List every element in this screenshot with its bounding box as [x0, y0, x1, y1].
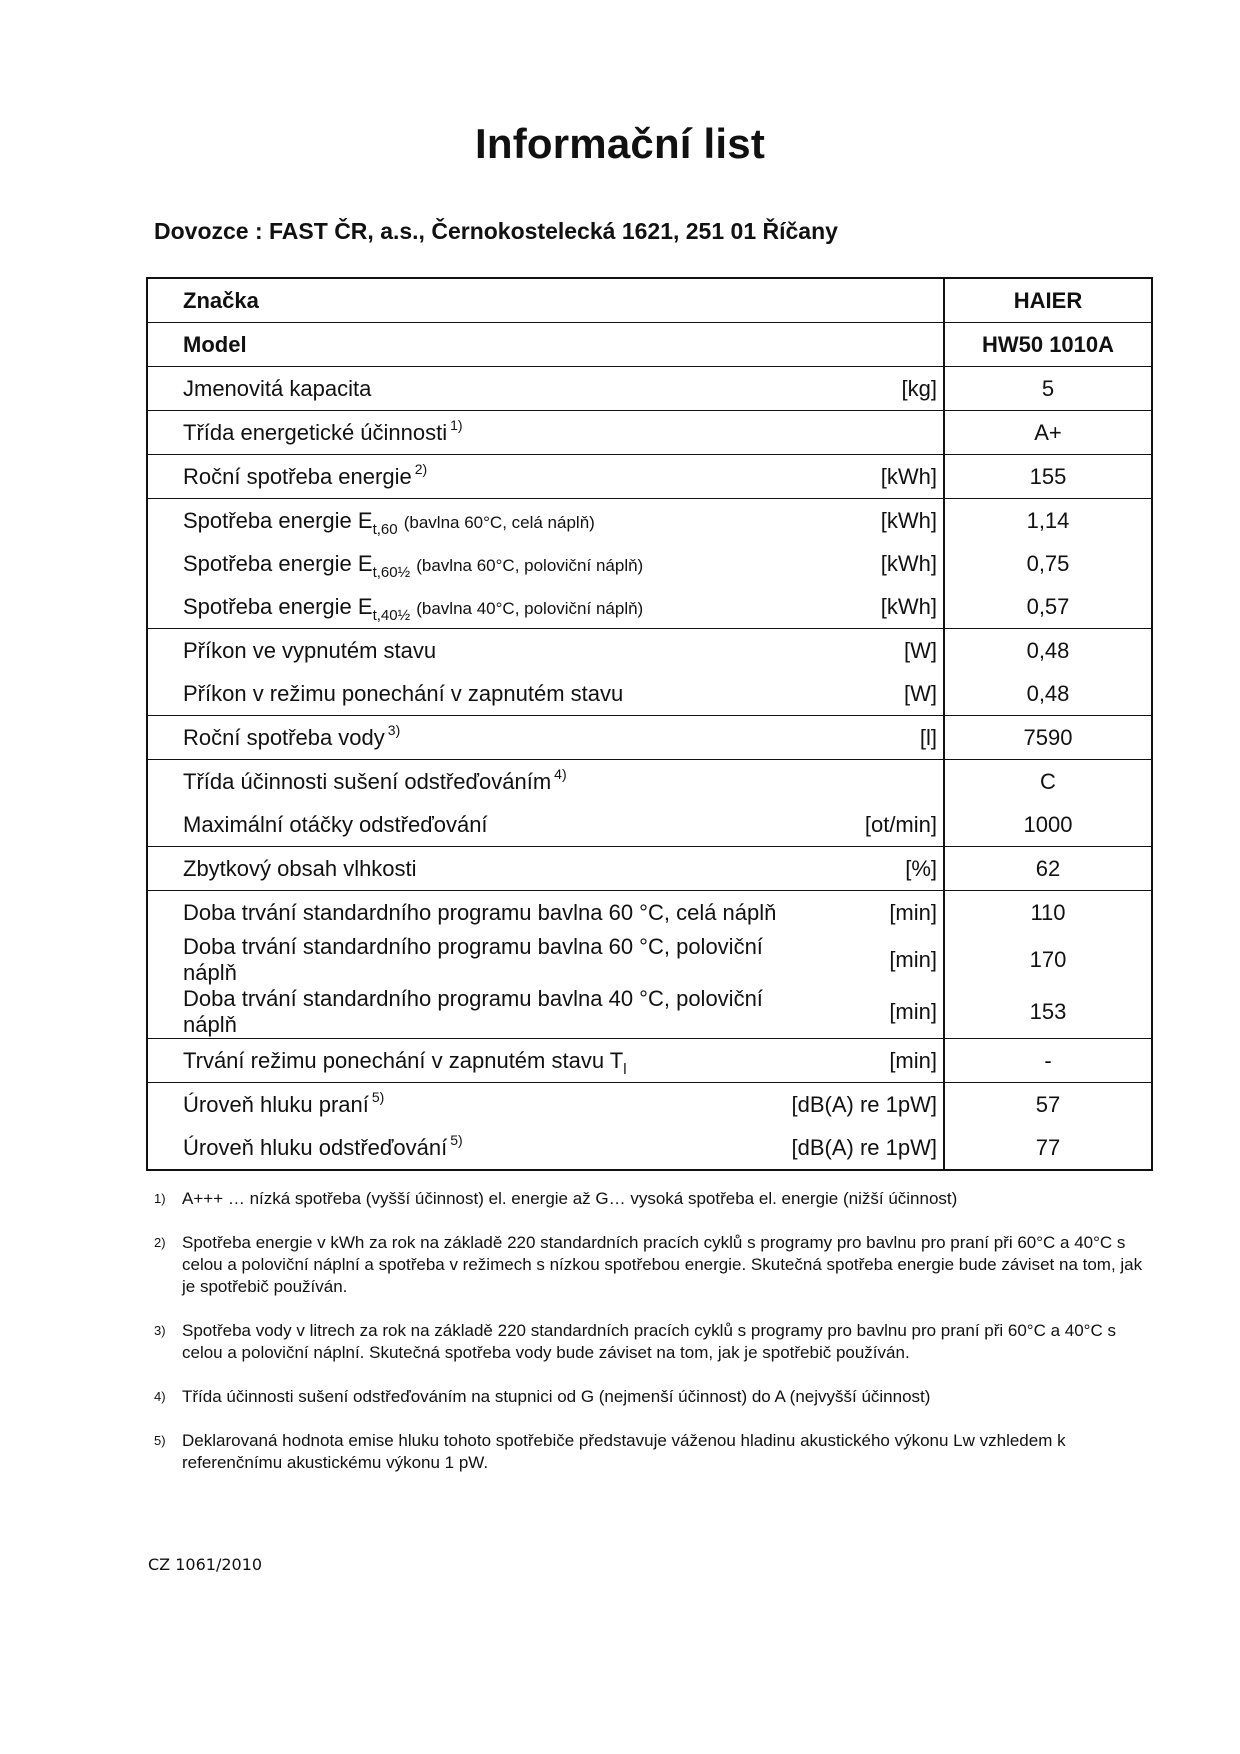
row-value: 0,57 — [944, 585, 1152, 629]
row-unit — [792, 411, 944, 455]
row-subscript: t,40½ — [372, 606, 411, 624]
footnote-text: Deklarovaná hodnota emise hluku tohoto spotřebiče představuje váženou hladinu akustického výkonu Lw vzhledem k referenčnímu akustickému výkonu 1 pW. — [182, 1431, 1066, 1472]
row-value: 0,48 — [944, 672, 1152, 716]
footnote-text: A+++ … nízká spotřeba (vyšší účinnost) el. energie až G… vysoká spotřeba el. energie (nižší účinnost) — [182, 1189, 958, 1208]
row-label-cell — [147, 542, 792, 585]
row-label: Spotřeba energie E — [183, 550, 373, 576]
row-label-cell — [147, 455, 792, 499]
row-value: 77 — [944, 1126, 1152, 1170]
footnote-number: 2) — [154, 1235, 166, 1250]
row-value: 0,75 — [944, 542, 1152, 585]
table-row — [147, 542, 1152, 585]
row-unit: [dB(A) re 1pW] — [792, 1083, 944, 1127]
row-value: 170 — [944, 934, 1152, 986]
row-value: 1,14 — [944, 499, 1152, 543]
row-value: - — [944, 1039, 1152, 1083]
row-label-cell — [147, 499, 792, 543]
row-unit: [kg] — [792, 367, 944, 411]
footnote — [154, 1320, 1144, 1364]
row-label: Roční spotřeba vody — [183, 724, 385, 750]
table-row — [147, 585, 1152, 629]
row-label: Maximální otáčky odstřeďování — [183, 811, 488, 837]
row-note: (bavlna 60°C, poloviční náplň) — [416, 555, 644, 575]
row-unit: [kWh] — [792, 455, 944, 499]
footnote-number: 4) — [154, 1389, 166, 1404]
row-unit: [kWh] — [880, 550, 937, 576]
table-row — [147, 367, 1152, 411]
row-value: 1000 — [944, 803, 1152, 847]
table-row — [147, 278, 1152, 323]
footnote-text: Třída účinnosti sušení odstřeďováním na stupnici od G (nejmenší účinnost) do A (nejvyšší účinnost) — [182, 1387, 931, 1406]
footnote — [154, 1386, 1144, 1408]
row-label: Doba trvání standardního programu bavlna 60 °C, poloviční náplň — [183, 934, 763, 985]
row-subscript: l — [623, 1060, 627, 1078]
table-row — [147, 1126, 1152, 1170]
row-label-cell — [147, 716, 792, 760]
row-value: HAIER — [944, 278, 1152, 323]
row-label: Trvání režimu ponechání v zapnutém stavu T — [183, 1047, 624, 1073]
footnote-ref: 4) — [554, 765, 567, 782]
footnote-ref: 1) — [450, 416, 463, 433]
footnote-ref: 2) — [414, 460, 428, 477]
row-unit: [min] — [792, 891, 944, 935]
row-label: Spotřeba energie E — [183, 593, 373, 619]
table-row — [147, 803, 1152, 847]
footnotes — [154, 1188, 1144, 1496]
row-label-cell — [147, 1126, 792, 1170]
footnote-ref: 3) — [387, 721, 401, 738]
footnote — [154, 1232, 1144, 1298]
row-unit: [min] — [889, 947, 937, 972]
table-row — [147, 411, 1152, 455]
row-label-cell — [147, 1039, 792, 1083]
page-title: Informační list — [474, 120, 766, 167]
footnote — [154, 1430, 1144, 1474]
row-value: 110 — [944, 891, 1152, 935]
table-row — [147, 891, 1152, 935]
row-label: Jmenovitá kapacita — [147, 367, 792, 411]
row-label: Zbytkový obsah vlhkosti — [147, 847, 792, 891]
row-unit: [ot/min] — [864, 811, 937, 837]
row-subscript: t,60½ — [372, 563, 411, 581]
table-row — [147, 629, 1152, 673]
row-label: Třída účinnosti sušení odstřeďováním — [183, 768, 552, 794]
row-unit — [792, 278, 944, 323]
row-label: Úroveň hluku odstřeďování — [183, 1134, 448, 1160]
footnote-text: Spotřeba vody v litrech za rok na základě 220 standardních pracích cyklů s programy pro bavlnu pro praní při 60°C a 40°C s celou a poloviční náplní. Skutečná spotřeba vody bude záviset na tom, jak je spotřebič používán. — [182, 1321, 1116, 1362]
row-value: 0,48 — [944, 629, 1152, 673]
row-label-cell — [147, 411, 792, 455]
footnote-number: 5) — [154, 1433, 166, 1448]
row-label: Příkon v režimu ponechání v zapnutém stavu — [183, 680, 624, 706]
table-row — [147, 455, 1152, 499]
row-label-cell — [147, 585, 792, 629]
row-label: Roční spotřeba energie — [183, 463, 412, 489]
row-note: (bavlna 60°C, celá náplň) — [403, 512, 595, 532]
row-unit: [min] — [792, 1039, 944, 1083]
row-label: Značka — [183, 287, 259, 313]
table-row — [147, 1083, 1152, 1127]
importer-line: Dovozce : FAST ČR, a.s., Černokostelecká 1621, 251 01 Říčany — [154, 218, 838, 244]
footnote-text: Spotřeba energie v kWh za rok na základě 220 standardních pracích cyklů s programy pro bavlnu pro praní při 60°C a 40°C s celou a poloviční náplní a spotřeba v režimech s nízkou spotřebou energie. Skutečná spotřeba energie bude záviset na tom, jak je spotřebič používán. — [182, 1233, 1143, 1296]
row-value: 57 — [944, 1083, 1152, 1127]
row-label: Model — [147, 323, 792, 367]
row-label: Spotřeba energie E — [183, 507, 373, 533]
spec-table — [146, 277, 1153, 1171]
row-unit: [min] — [889, 999, 937, 1024]
row-unit: [%] — [792, 847, 944, 891]
table-row — [147, 672, 1152, 716]
row-value: 155 — [944, 455, 1152, 499]
row-label: Doba trvání standardního programu bavlna 60 °C, celá náplň — [147, 891, 792, 935]
row-unit: [dB(A) re 1pW] — [791, 1134, 937, 1160]
row-value: 5 — [944, 367, 1152, 411]
row-label: Úroveň hluku praní — [183, 1091, 369, 1117]
table-row — [147, 847, 1152, 891]
table-row — [147, 499, 1152, 543]
row-unit — [792, 760, 944, 804]
footnote — [154, 1188, 1144, 1210]
row-unit: [W] — [792, 629, 944, 673]
row-value: C — [944, 760, 1152, 804]
footnote-number: 3) — [154, 1323, 166, 1338]
row-label-cell — [147, 760, 792, 804]
row-unit — [792, 323, 944, 367]
table-row — [147, 716, 1152, 760]
table-row — [147, 1039, 1152, 1083]
table-row — [147, 934, 1152, 986]
row-value: A+ — [944, 411, 1152, 455]
table-row — [147, 323, 1152, 367]
row-value: HW50 1010A — [944, 323, 1152, 367]
row-subscript: t,60 — [372, 520, 398, 538]
regulation-code: CZ 1061/2010 — [148, 1555, 263, 1574]
row-unit: [kWh] — [792, 499, 944, 543]
table-row — [147, 760, 1152, 804]
row-label: Třída energetické účinnosti — [183, 419, 448, 445]
row-note: (bavlna 40°C, poloviční náplň) — [416, 598, 644, 618]
footnote-number: 1) — [154, 1191, 166, 1206]
footnote-ref: 5) — [371, 1088, 385, 1105]
row-label: Příkon ve vypnutém stavu — [147, 629, 792, 673]
row-unit: [l] — [792, 716, 944, 760]
row-label: Doba trvání standardního programu bavlna 40 °C, poloviční náplň — [183, 986, 763, 1037]
row-label-cell — [147, 1083, 792, 1127]
row-unit: [W] — [904, 680, 937, 706]
row-value: 7590 — [944, 716, 1152, 760]
table-row — [147, 986, 1152, 1039]
footnote-ref: 5) — [450, 1131, 463, 1148]
row-value: 62 — [944, 847, 1152, 891]
row-unit: [kWh] — [880, 593, 937, 619]
row-value: 153 — [944, 986, 1152, 1039]
